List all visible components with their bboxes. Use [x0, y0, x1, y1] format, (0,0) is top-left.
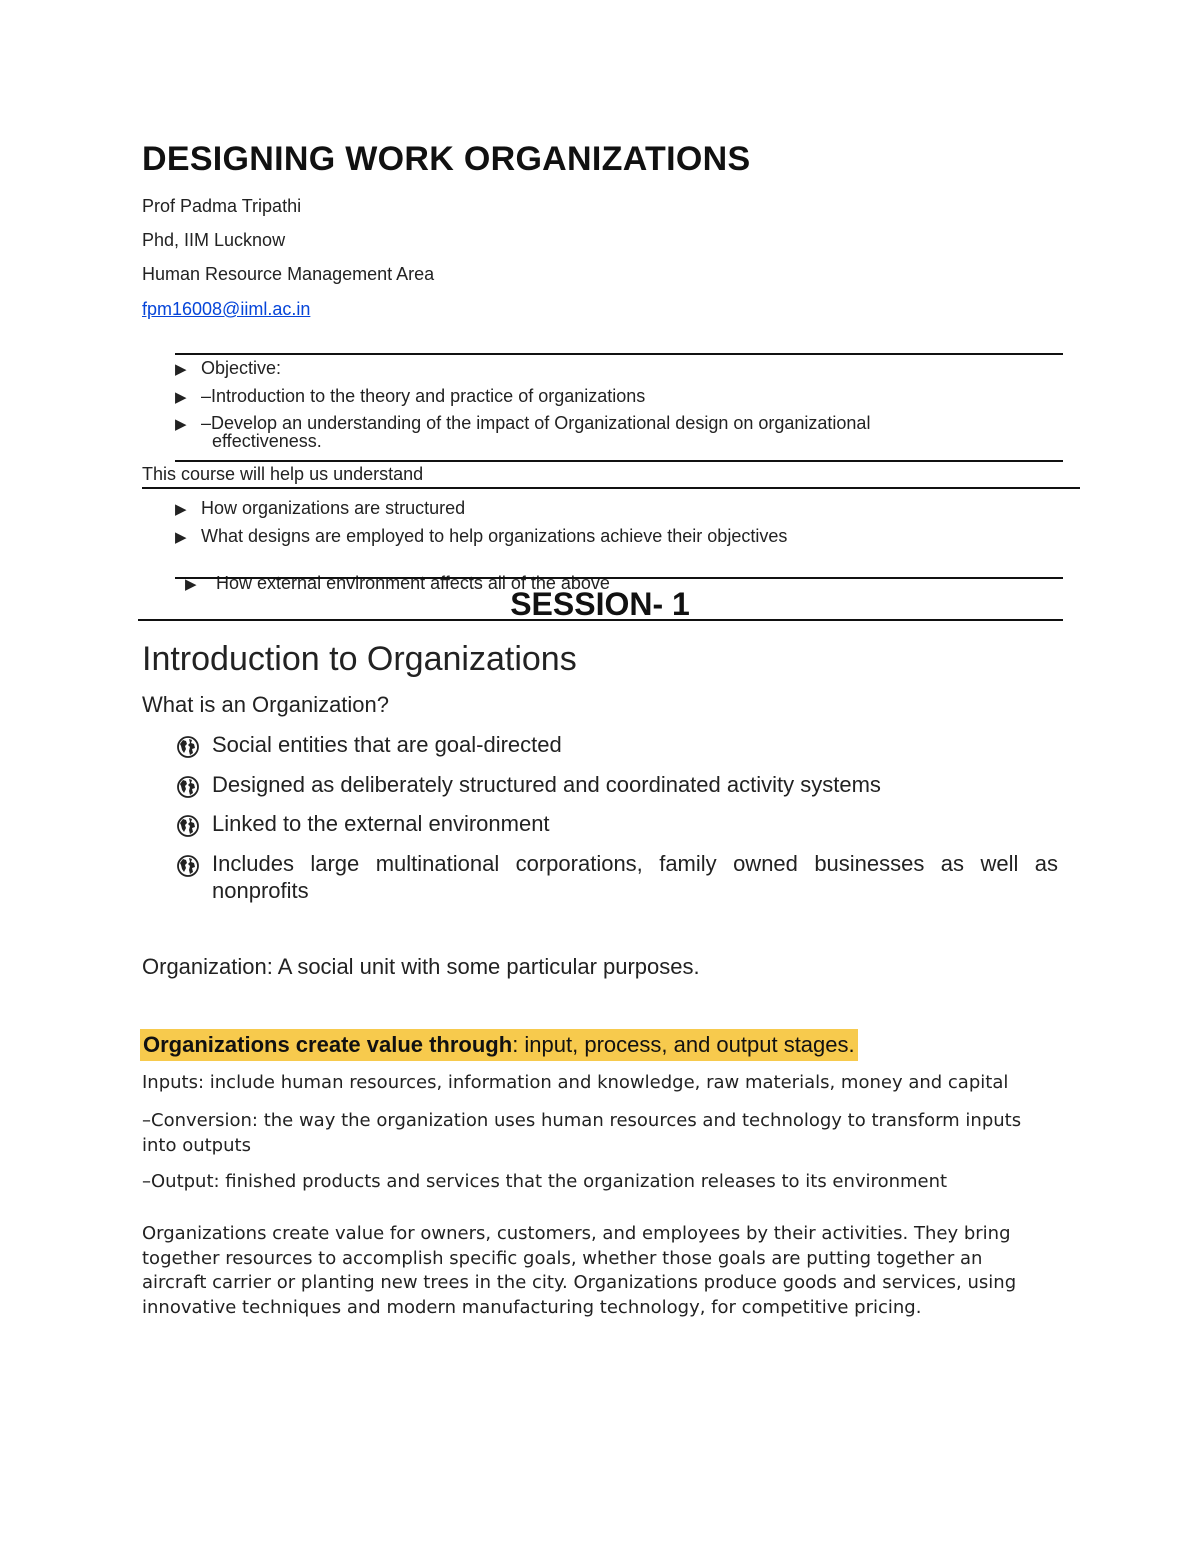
triangle-right-icon: ▶ [175, 361, 187, 378]
globe-bullet-text: Linked to the external environment [212, 811, 550, 836]
globe-bullet [176, 771, 1058, 801]
triangle-right-icon: ▶ [175, 389, 187, 406]
author-area: Human Resource Management Area [142, 264, 435, 284]
section-question: What is an Organization? [142, 692, 390, 717]
triangle-right-icon: ▶ [185, 576, 197, 593]
globe-bullet [176, 810, 1058, 840]
globe-icon [176, 854, 200, 878]
objective-item: ▶ –Introduction to the theory and practice of organizations [175, 386, 646, 406]
author-degree: Phd, IIM Lucknow [142, 230, 286, 250]
triangle-right-icon: ▶ [175, 529, 187, 546]
session-label: SESSION- 1 [510, 586, 690, 622]
divider-line [138, 619, 1063, 621]
divider-line [175, 577, 1063, 579]
highlighted-statement [140, 1029, 858, 1061]
divider-line [142, 487, 1080, 489]
conversion-line: –Conversion: the way the organization uses human resources and technology to transform inputs into outputs [142, 1110, 1022, 1156]
triangle-right-icon: ▶ [175, 501, 187, 518]
globe-icon [176, 775, 200, 799]
output-line: –Output: finished products and services that the organization releases to its environment [142, 1171, 948, 1192]
globe-bullet [176, 731, 1058, 761]
globe-bullet [176, 850, 1058, 908]
globe-icon [176, 814, 200, 838]
course-item: ▶ How organizations are structured [175, 498, 466, 518]
divider-line [175, 460, 1063, 462]
inputs-line: Inputs: include human resources, information and knowledge, raw materials, money and capital [142, 1072, 1009, 1093]
objective-item: ▶ –Develop an understanding of the impact of Organizational design on organizational [175, 413, 871, 433]
globe-icon [176, 735, 200, 759]
course-item: ▶ How external environment affects all of the above [185, 573, 610, 593]
objective-item: ▶ Objective: [175, 358, 282, 378]
section-heading: Introduction to Organizations [142, 640, 577, 678]
triangle-right-icon: ▶ [175, 416, 187, 433]
objective-item-continuation: effectiveness. [212, 431, 322, 451]
document-title: DESIGNING WORK ORGANIZATIONS [142, 140, 751, 178]
globe-bullet-text: Designed as deliberately structured and coordinated activity systems [212, 772, 881, 797]
globe-bullet-text: Social entities that are goal-directed [212, 732, 562, 757]
highlighted-statement-rest: : input, process, and output stages. [512, 1032, 855, 1057]
author-name: Prof Padma Tripathi [142, 196, 302, 216]
value-paragraph: Organizations create value for owners, customers, and employees by their activities. They bring together resources to accomplish specific goals, whether those goals are putting together an aircraft carrier or planting new trees in the city. Organizations produce goods and services, using innovative techniques and modern manufacturing technology, for competitive pricing. [142, 1223, 1017, 1318]
author-email-link[interactable]: fpm16008@iiml.ac.in [142, 299, 311, 319]
highlighted-statement-bold: Organizations create value through [143, 1032, 513, 1057]
course-item: ▶ What designs are employed to help organizations achieve their objectives [175, 526, 788, 546]
globe-bullet-text: Includes large multinational corporations, family owned businesses as well as nonprofits [212, 851, 1058, 903]
organization-definition: Organization: A social unit with some particular purposes. [142, 954, 700, 979]
course-intro: This course will help us understand [142, 464, 424, 484]
divider-line [175, 353, 1063, 355]
